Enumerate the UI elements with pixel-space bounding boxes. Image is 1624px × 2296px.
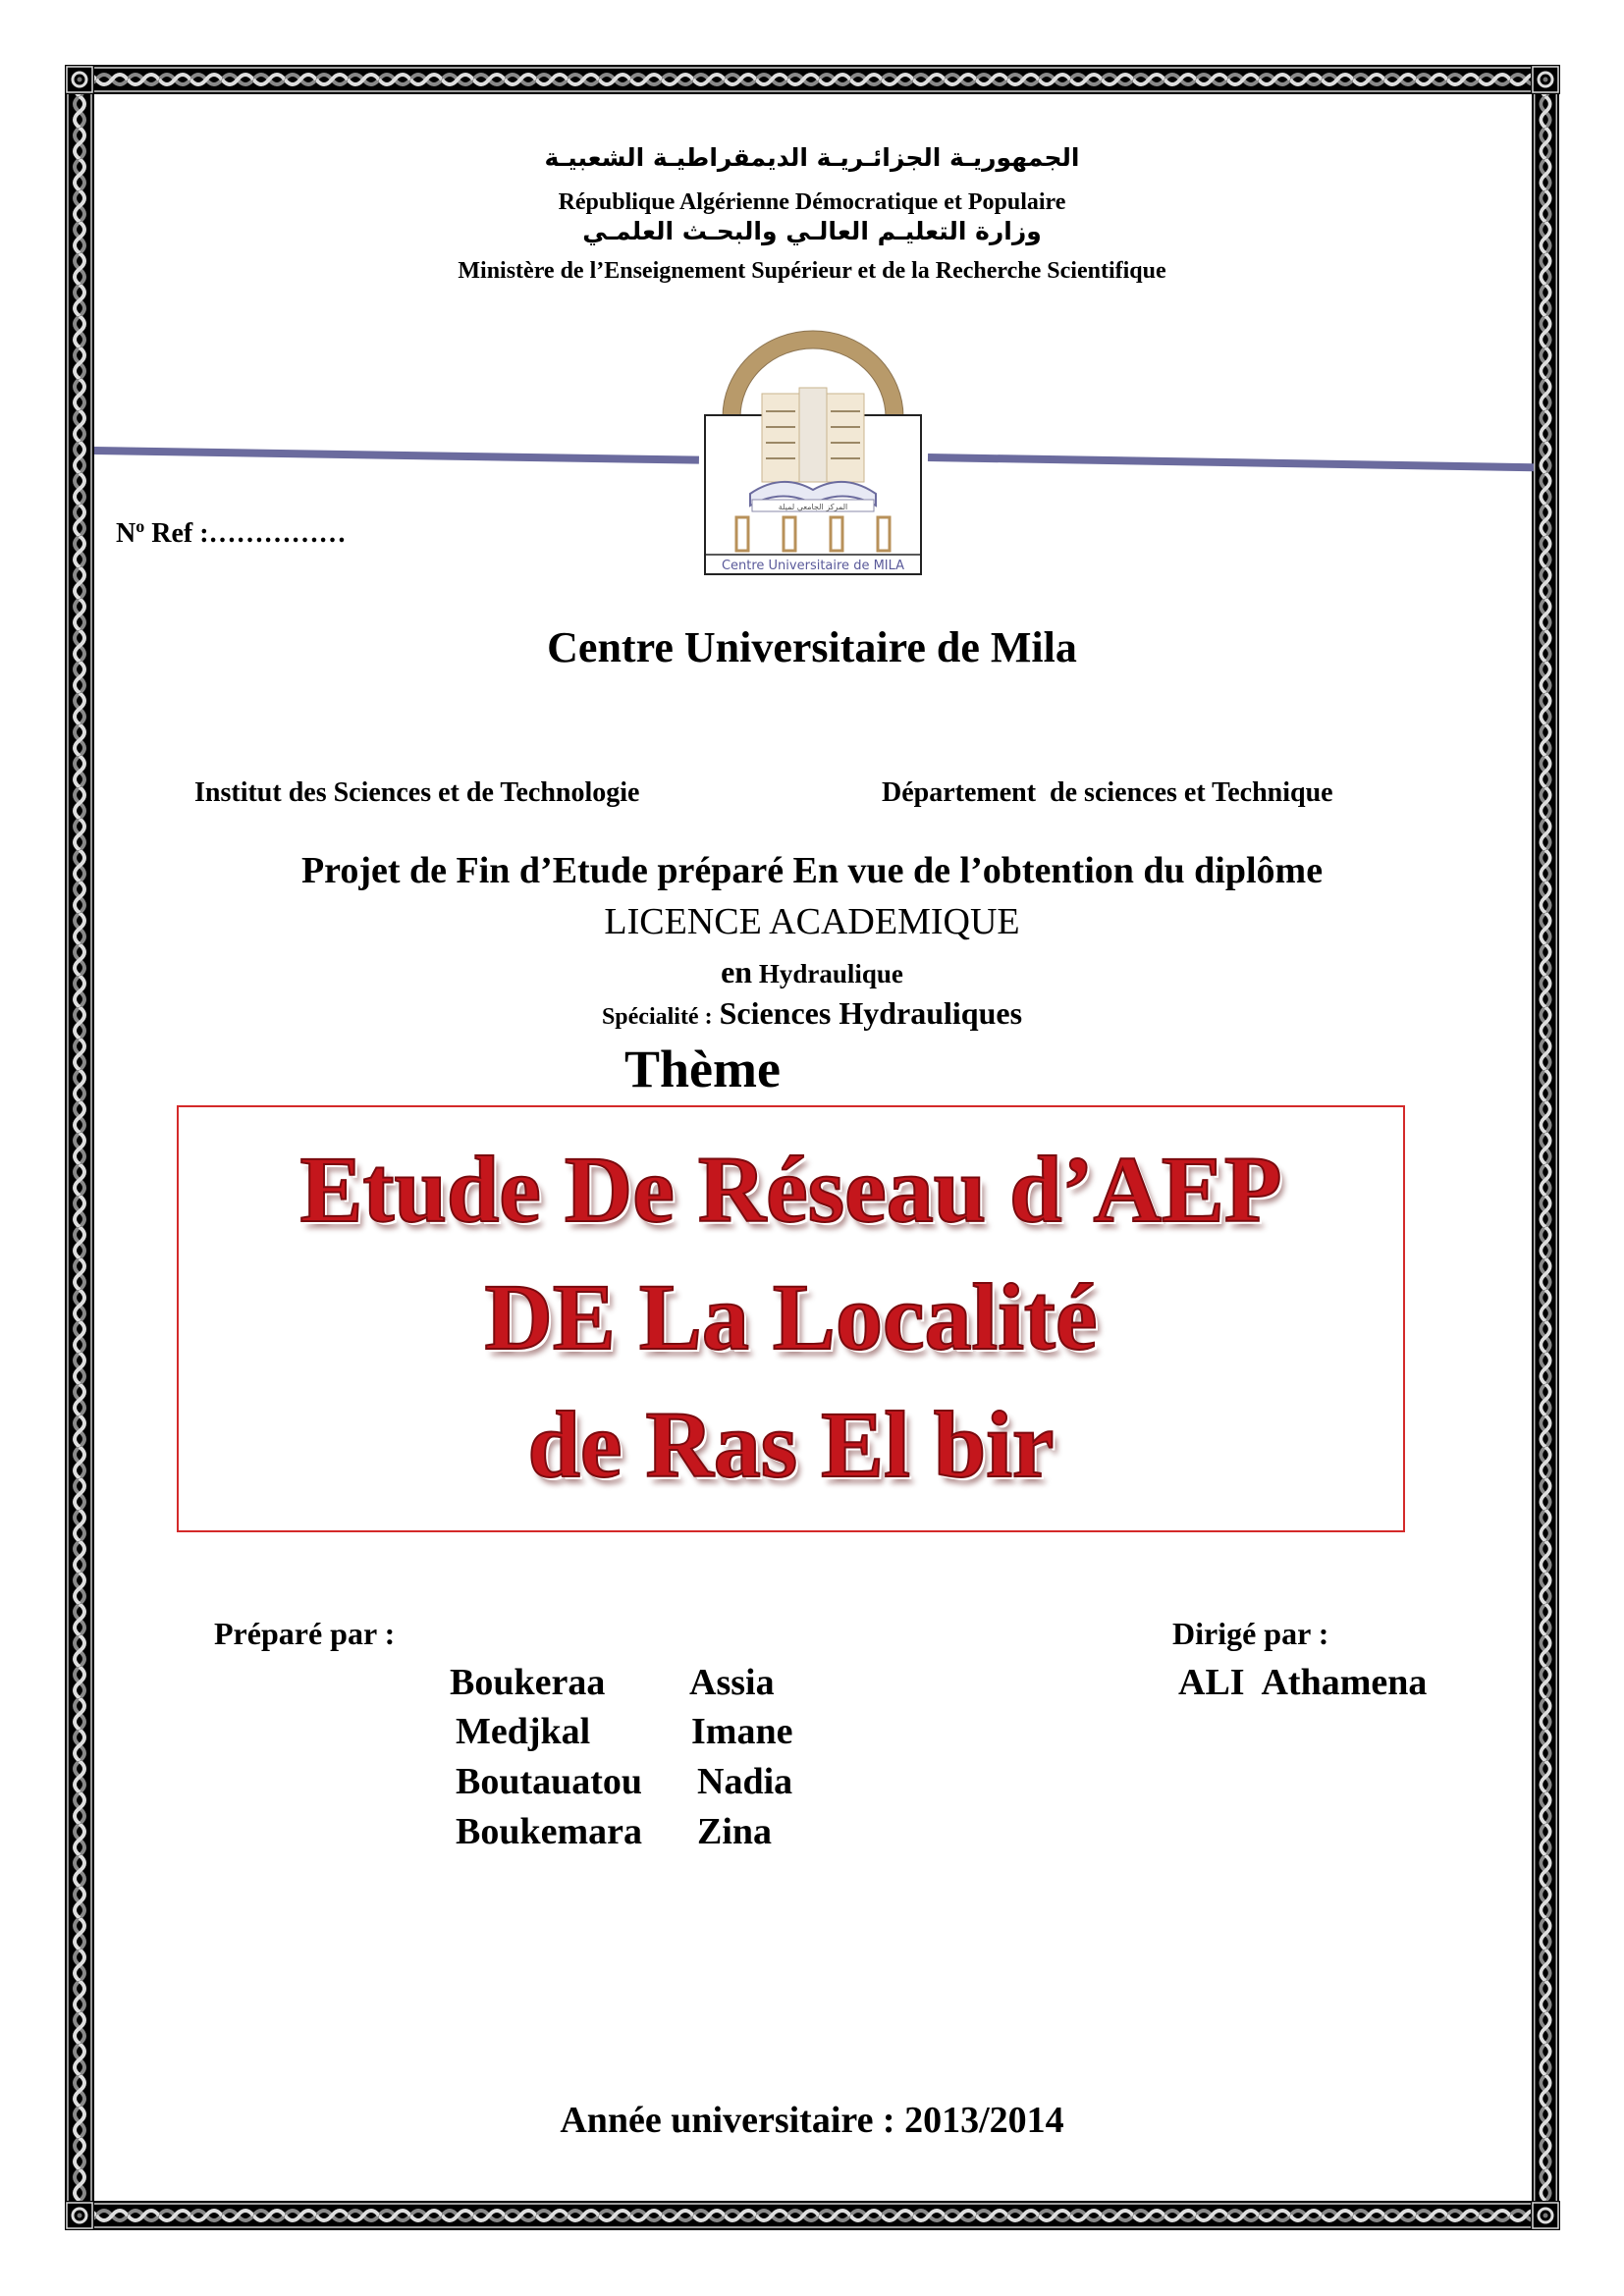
academic-year: Année universitaire : 2013/2014	[560, 2100, 1064, 2141]
university-name: Centre Universitaire de Mila	[547, 623, 1077, 671]
field: en Hydraulique	[721, 954, 903, 989]
border-bottom	[65, 2201, 1559, 2230]
header-republic: République Algérienne Démocratique et Populaire	[558, 189, 1066, 215]
student-first-name: Nadia	[697, 1761, 793, 1802]
reference-number: $N^o$ Ref :……………	[116, 516, 347, 549]
student-last-name: Boukemara	[456, 1811, 642, 1852]
braid-pattern-icon	[65, 65, 1559, 94]
student-first-name: Assia	[689, 1662, 775, 1703]
logo-caption: Centre Universitaire de MILA	[721, 559, 905, 573]
border-left	[65, 65, 94, 2230]
prepared-by-label: Préparé par :	[214, 1616, 396, 1651]
braid-pattern-icon	[65, 65, 94, 2230]
student-first-name: Zina	[697, 1811, 773, 1852]
thesis-title-box	[177, 1105, 1405, 1532]
student-last-name: Boutauatou	[456, 1761, 643, 1802]
thesis-title-line-2: DE La Localité	[484, 1264, 1098, 1369]
header-ministry: Ministère de l’Enseignement Supérieur et de la Recherche Scientifique	[458, 258, 1166, 284]
corner-ornament-icon	[1531, 65, 1560, 94]
student-last-name: Boukeraa	[450, 1662, 606, 1703]
border-top	[65, 65, 1559, 94]
divider-line-right	[928, 454, 1534, 471]
institut-name: Institut des Sciences et de Technologie	[194, 777, 640, 808]
braid-pattern-icon	[1532, 65, 1559, 2230]
student-row	[450, 1710, 941, 1759]
university-building-icon	[703, 327, 923, 576]
university-logo	[703, 327, 923, 576]
corner-ornament-icon	[65, 2201, 94, 2230]
header-arabic-republic: الجمهوريـة الجزائـريـة الديمقراطيـة الشعبيـة	[544, 143, 1080, 172]
department-name: Département de sciences et Technique	[882, 777, 1333, 808]
supervisor-name: ALI Athamena	[1178, 1662, 1428, 1703]
project-intro: Projet de Fin d’Etude préparé En vue de l’obtention du diplôme	[300, 850, 1324, 891]
thesis-title-line-1: Etude De Réseau d’AEP	[299, 1137, 1282, 1242]
student-row	[450, 1760, 941, 1809]
corner-ornament-icon	[1531, 2201, 1560, 2230]
supervised-by-label: Dirigé par :	[1172, 1616, 1329, 1651]
braid-pattern-icon	[65, 2201, 1559, 2230]
student-first-name: Imane	[691, 1711, 793, 1752]
speciality: Spécialité : Sciences Hydrauliques	[601, 995, 1023, 1031]
student-row	[450, 1810, 941, 1859]
header-arabic-ministry: وزارة التعليـم العالـي والبحـث العلمـي	[582, 217, 1042, 245]
border-right	[1532, 65, 1559, 2230]
student-last-name: Medjkal	[456, 1711, 591, 1752]
thesis-title-line-3: de Ras El bir	[527, 1392, 1055, 1497]
reference-value: ……………	[208, 518, 347, 549]
svg-text:المركز الجامعي لميلة: المركز الجامعي لميلة	[778, 503, 848, 511]
corner-ornament-icon	[65, 65, 94, 94]
student-row	[450, 1661, 941, 1710]
students-list	[450, 1661, 941, 1887]
diploma-name: LICENCE ACADEMIQUE	[604, 901, 1020, 942]
divider-line-left	[94, 447, 699, 464]
theme-label: Thème	[624, 1040, 781, 1098]
